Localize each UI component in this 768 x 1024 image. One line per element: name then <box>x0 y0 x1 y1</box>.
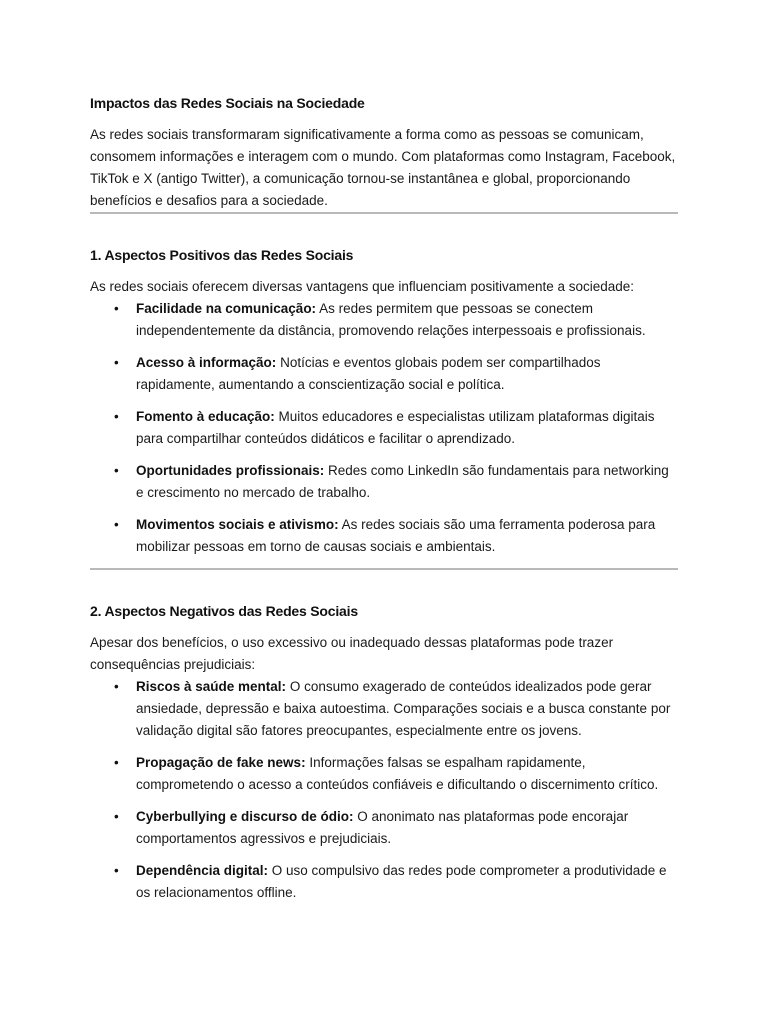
list-item-text: As redes sociais são uma ferramenta poderosa para mobilizar pessoas em torno de causas sociais e ambientais. <box>136 517 656 554</box>
negative-aspects-list <box>90 676 678 904</box>
bullet-icon: • <box>114 863 119 878</box>
list-item-term: Fomento à educação: <box>136 409 275 424</box>
bullet-icon: • <box>114 755 119 770</box>
list-item-term: Acesso à informação: <box>136 355 277 370</box>
list-item <box>90 806 678 850</box>
bullet-icon: • <box>114 409 119 424</box>
list-item <box>90 406 678 450</box>
list-item <box>90 676 678 742</box>
bullet-icon: • <box>114 463 119 478</box>
list-item-term: Dependência digital: <box>136 863 269 878</box>
section-intro-positive: As redes sociais oferecem diversas vantagens que influenciam positivamente a sociedade: <box>90 279 635 294</box>
bullet-icon: • <box>114 355 119 370</box>
section-divider <box>90 212 678 214</box>
section-divider <box>90 568 678 570</box>
section-heading-positive: 1. Aspectos Positivos das Redes Sociais <box>90 247 354 263</box>
list-item <box>90 860 678 904</box>
bullet-icon: • <box>114 301 119 316</box>
section-heading-negative: 2. Aspectos Negativos das Redes Sociais <box>90 603 358 619</box>
page-title: Impactos das Redes Sociais na Sociedade <box>90 95 365 111</box>
list-item-text: Redes como LinkedIn são fundamentais para networking e crescimento no mercado de trabalho. <box>136 463 669 500</box>
section-intro-negative: Apesar dos benefícios, o uso excessivo ou inadequado dessas plataformas pode trazer consequências prejudiciais: <box>90 635 614 672</box>
list-item-text: O uso compulsivo das redes pode comprometer a produtividade e os relacionamentos offline. <box>136 863 667 900</box>
bullet-icon: • <box>114 679 119 694</box>
list-item-text: O consumo exagerado de conteúdos idealizados pode gerar ansiedade, depressão e baixa autoestima. Comparações sociais e a busca constante por validação digital são fatores preocupantes, especialmente entre os jovens. <box>136 679 671 738</box>
list-item <box>90 298 678 342</box>
list-item-text: Informações falsas se espalham rapidamente, comprometendo o acesso a conteúdos confiáveis e dificultando o discernimento crítico. <box>136 755 659 792</box>
list-item <box>90 514 678 558</box>
list-item-text: Notícias e eventos globais podem ser compartilhados rapidamente, aumentando a conscientização social e política. <box>136 355 601 392</box>
list-item-text: Muitos educadores e especialistas utilizam plataformas digitais para compartilhar conteúdos didáticos e facilitar o aprendizado. <box>136 409 655 446</box>
intro-paragraph: As redes sociais transformaram significativamente a forma como as pessoas se comunicam, consomem informações e interagem com o mundo. Com plataformas como Instagram, Facebook, TikTok e X (antigo Twitter), a comunicação tornou-se instantânea e global, proporcionando benefícios e desafios para a sociedade. <box>90 127 676 208</box>
positive-aspects-list <box>90 298 678 558</box>
bullet-icon: • <box>114 517 119 532</box>
list-item-term: Cyberbullying e discurso de ódio: <box>136 809 354 824</box>
list-item <box>90 752 678 796</box>
list-item-term: Riscos à saúde mental: <box>136 679 287 694</box>
list-item <box>90 352 678 396</box>
list-item-term: Facilidade na comunicação: <box>136 301 317 316</box>
bullet-icon: • <box>114 809 119 824</box>
list-item-term: Propagação de fake news: <box>136 755 306 770</box>
list-item-text: As redes permitem que pessoas se conectem independentemente da distância, promovendo relações interpessoais e profissionais. <box>136 301 646 338</box>
list-item-term: Oportunidades profissionais: <box>136 463 325 478</box>
list-item-term: Movimentos sociais e ativismo: <box>136 517 339 532</box>
list-item <box>90 460 678 504</box>
list-item-text: O anonimato nas plataformas pode encorajar comportamentos agressivos e prejudiciais. <box>136 809 629 846</box>
